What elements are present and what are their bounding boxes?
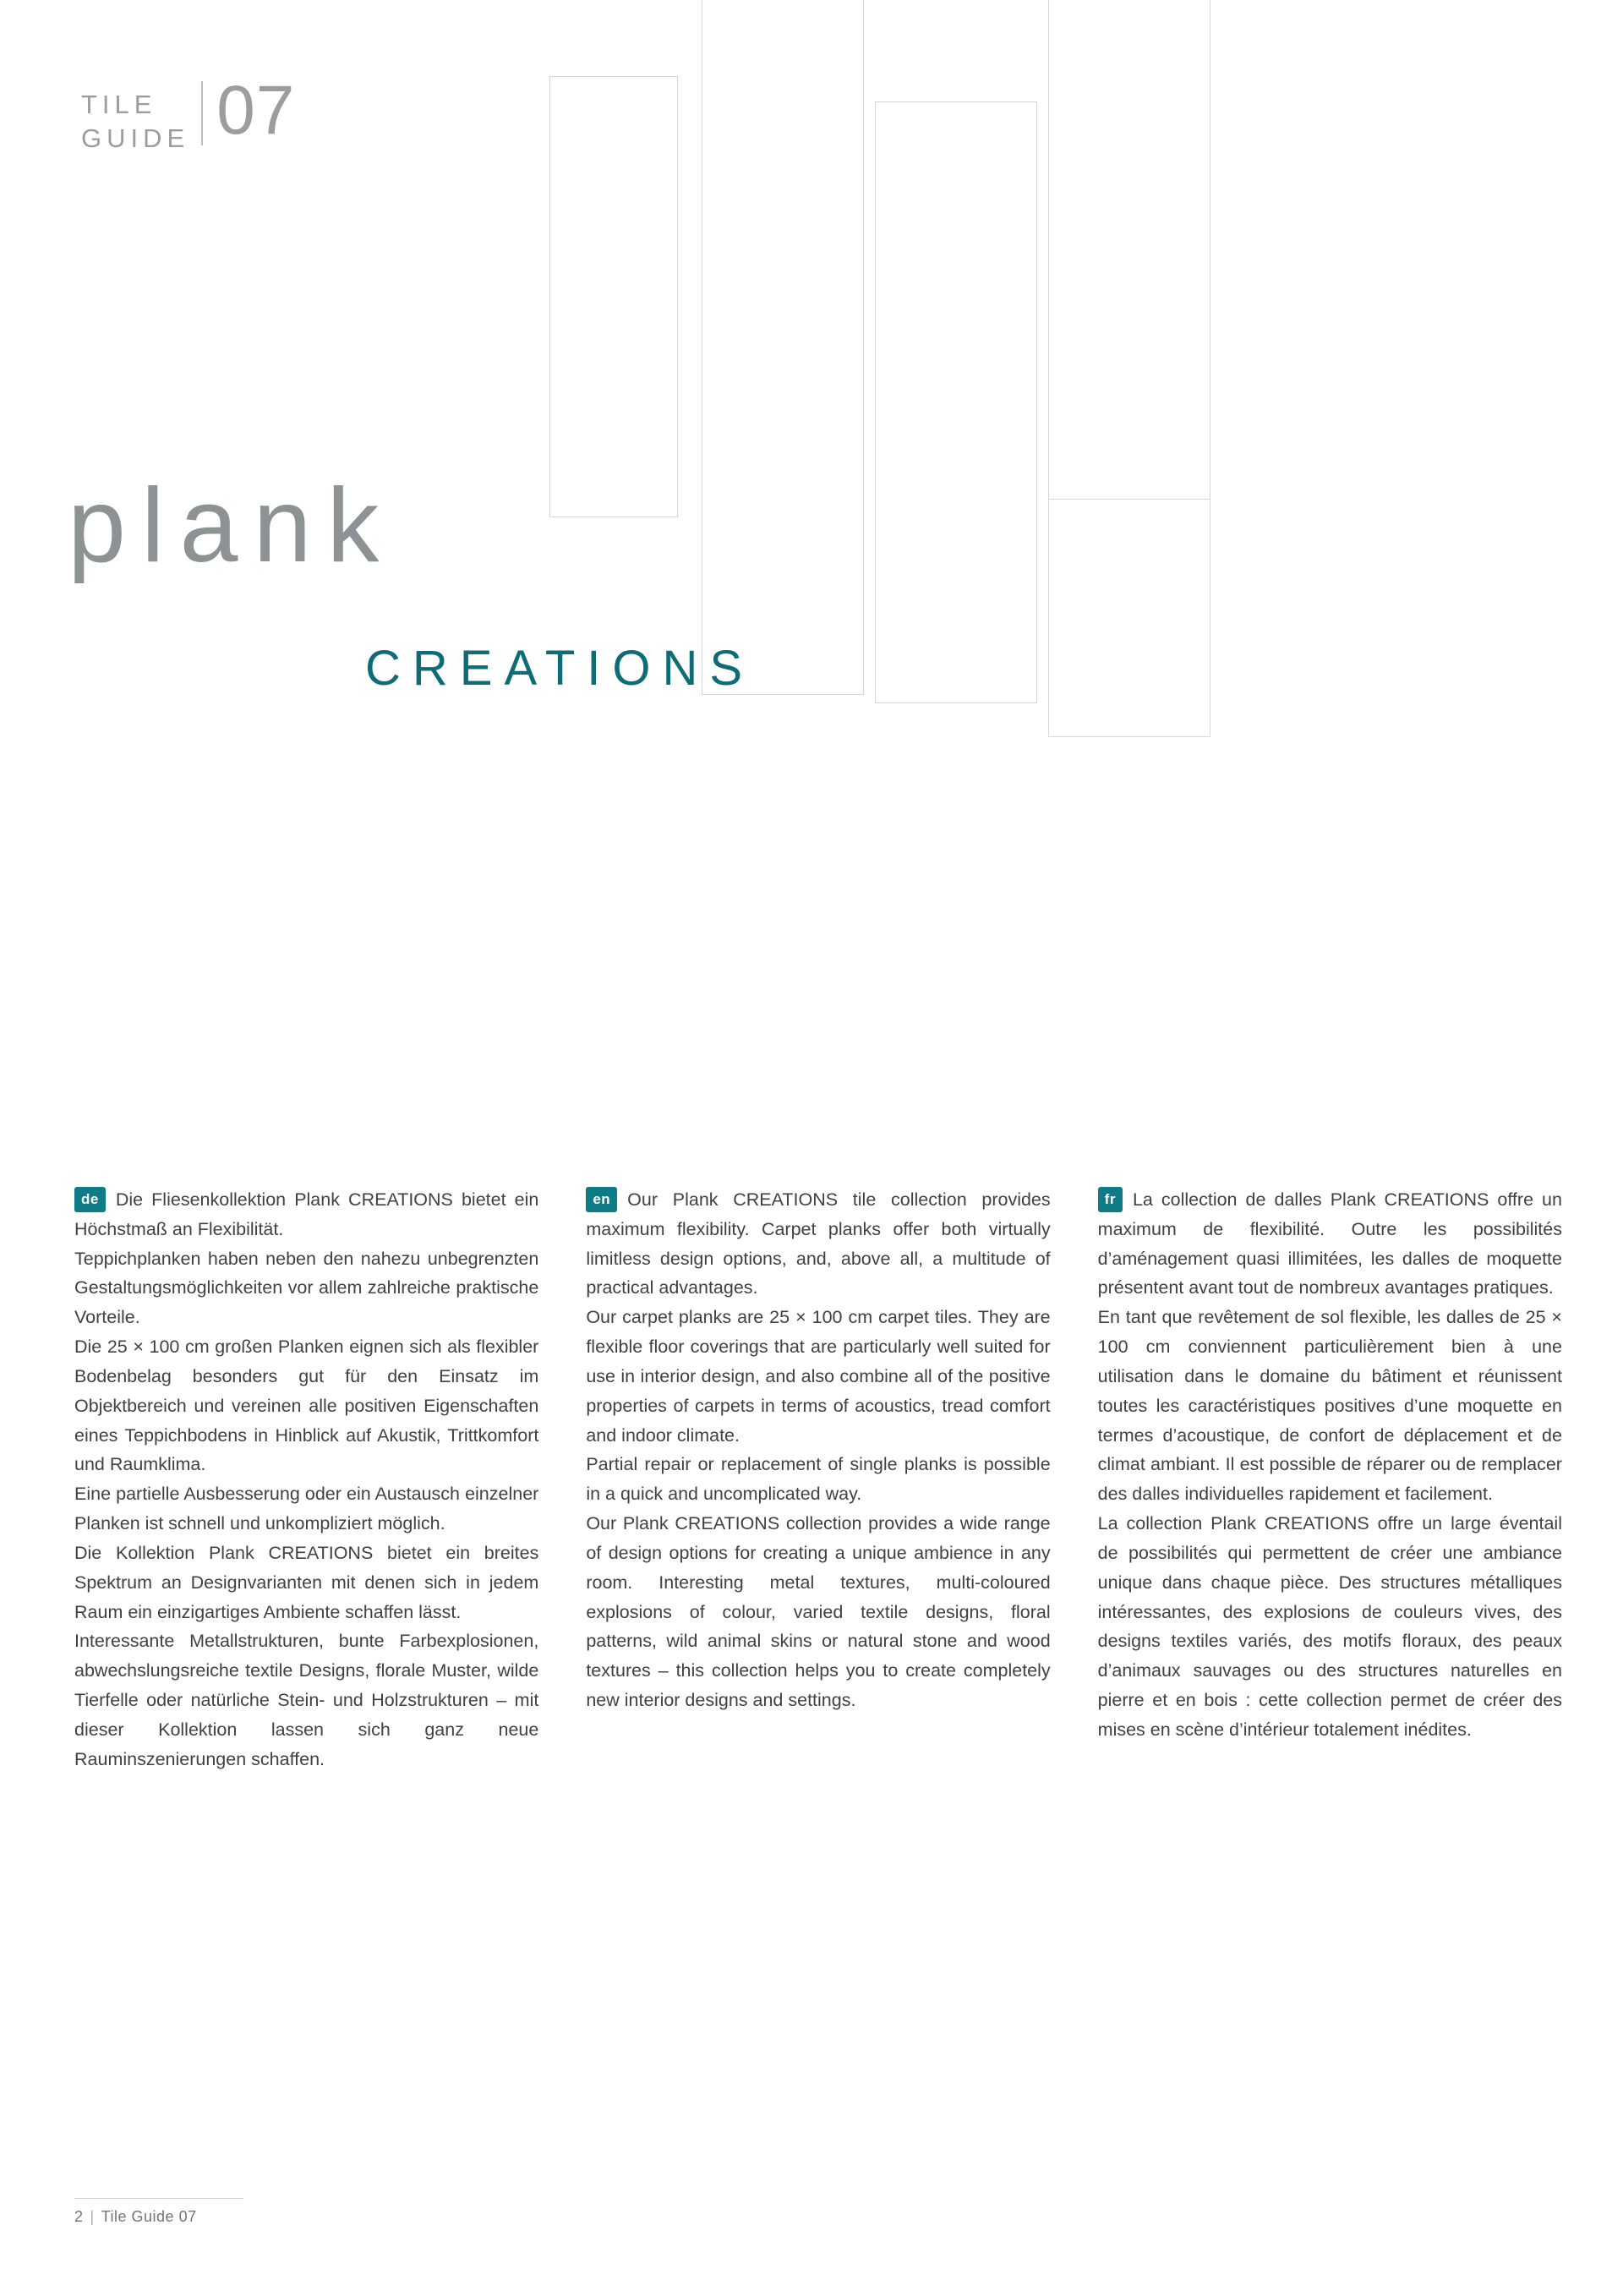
paragraph: Our Plank CREATIONS collection provides a wide range of design options for creating a unique ambience in any room. Interesting metal textures, multi-coloured explosions of colour, varied textile designs, floral patterns, wild animal skins or natural stone and wood textures – this collection helps you to create completely new interior designs and settings. [586,1513,1051,1711]
paragraph: Interessante Metallstrukturen, bunte Farbexplosionen, abwechslungsreiche textile Designs, florale Muster, wilde Tierfelle oder natürliche Stein- und Holzstrukturen – mit dieser Kollektion lassen sich ganz neue Rauminszenierungen schaffen. [74,1631,539,1769]
paragraph: Die 25 × 100 cm großen Planken eignen sich als flexibler Bodenbelag besonders gut für den Einsatz im Objektbereich und vereinen alle positiven Eigenschaften eines Teppichbodens in Hinblick auf Akustik, Trittkomfort und Raumklima. [74,1337,539,1475]
paragraph: Die Kollektion Plank CREATIONS bietet ein breites Spektrum an Designvarianten mit denen sich in jedem Raum ein einzigartiges Ambiente schaffen lässt. [74,1542,539,1622]
tile-guide-header [81,72,296,156]
paragraph: En tant que revêtement de sol flexible, les dalles de 25 × 100 cm conviennent particulièrement bien à une utilisation dans le domaine du bâtiment et réunissent toutes les caractéristiques positives d’une moquette en termes d’acoustique, de confort de déplacement et de climat ambiant. Il est possible de réparer ou de remplacer des dalles individuelles rapidement et facilement. [1097,1307,1562,1505]
tile-shape [1048,499,1210,737]
tile-shape [1048,0,1210,500]
page-title: plank [68,467,395,584]
tile-guide-words [81,81,189,156]
footer-label: Tile Guide 07 [101,2208,197,2225]
guide-number: 07 [216,72,296,149]
language-badge-de: de [74,1187,106,1212]
tile-word: TILE [81,90,157,119]
paragraph [74,1185,538,1244]
column-fr [1098,1185,1562,1774]
tile-graphic [955,0,1623,1031]
page-subtitle: CREATIONS [365,641,755,696]
paragraph [1098,1185,1562,1303]
page-footer [74,2208,197,2226]
guide-word: GUIDE [81,123,190,154]
footer-separator: | [90,2208,95,2225]
language-badge-fr: fr [1098,1187,1123,1212]
column-de [74,1185,538,1774]
footer-divider [74,2198,243,2199]
paragraph [586,1185,1050,1303]
tile-shape [549,76,678,517]
column-en [586,1185,1050,1774]
tile-shape [875,101,1037,703]
paragraph: La collection Plank CREATIONS offre un large éventail de possibilités qui permettent de créer une ambiance unique dans chaque pièce. Des structures métalliques intéressantes, des explosions de couleurs vives, des designs textiles variés, des motifs floraux, des peaux d’animaux sauvages ou des structures naturelles en pierre et en bois : cette collection permet de créer des mises en scène d’intérieur totalement inédites. [1097,1513,1562,1740]
header-divider [201,81,203,145]
paragraph-text: Our Plank CREATIONS tile collection provides maximum flexibility. Carpet planks offer both virtually limitless design options, and, above all, a multitude of practical advantages. [586,1189,1051,1298]
text-columns [74,1185,1562,1774]
paragraph-text: Die Fliesenkollektion Plank CREATIONS bietet ein Höchstmaß an Flexibilität. [74,1189,539,1239]
paragraph: Our carpet planks are 25 × 100 cm carpet tiles. They are flexible floor coverings that are particularly well suited for use in interior design, and also combine all of the positive properties of carpets in terms of acoustics, tread comfort and indoor climate. [586,1307,1051,1446]
paragraph: Teppichplanken haben neben den nahezu unbegrenzten Gestaltungsmöglichkeiten vor allem zahlreiche praktische Vorteile. [74,1248,539,1328]
paragraph: Eine partielle Ausbesserung oder ein Austausch einzelner Planken ist schnell und unkompliziert möglich. [74,1484,539,1534]
tile-shape [702,0,864,695]
paragraph: Partial repair or replacement of single planks is possible in a quick and uncomplicated way. [586,1454,1051,1505]
footer-page-number: 2 [74,2208,84,2225]
paragraph-text: La collection de dalles Plank CREATIONS offre un maximum de flexibilité. Outre les possibilités d’aménagement quasi illimitées, les dalles de moquette présentent avant tout de nombreux avantages pratiques. [1097,1189,1562,1298]
language-badge-en: en [586,1187,617,1212]
